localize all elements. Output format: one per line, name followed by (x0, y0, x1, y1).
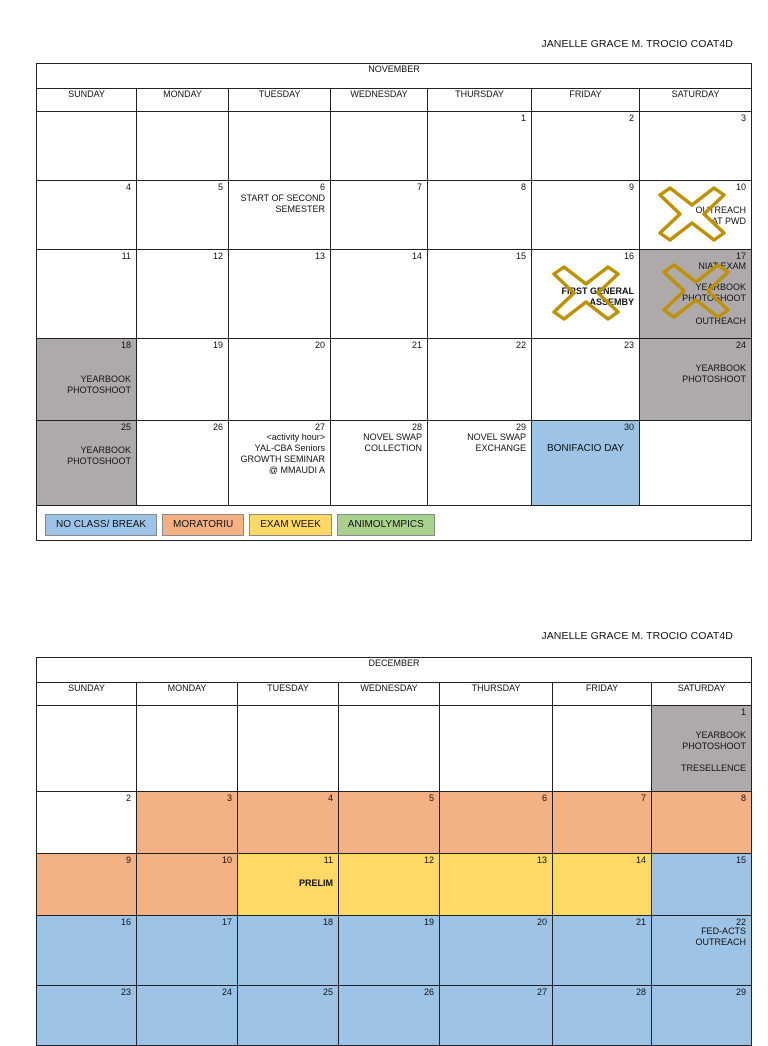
day-number: 11 (121, 251, 131, 261)
event-note (241, 432, 326, 476)
day-number: 12 (212, 251, 223, 261)
day-number: 23 (120, 987, 131, 997)
day-header: WEDNESDAY (339, 683, 440, 706)
calendar-cell (37, 854, 137, 916)
calendar-cell (339, 854, 440, 916)
event-note (682, 261, 746, 327)
event-note: PRELIM (298, 878, 333, 888)
calendar-cell (137, 916, 238, 986)
day-header: THURSDAY (440, 683, 553, 706)
day-number: 16 (120, 917, 131, 927)
calendar-cell (137, 792, 238, 854)
calendar-cell (229, 181, 331, 250)
day-header: MONDAY (137, 89, 229, 112)
day-header: MONDAY (137, 683, 238, 706)
day-header: FRIDAY (532, 89, 640, 112)
calendar-cell (532, 112, 640, 181)
calendar-cell (428, 339, 532, 421)
calendar-cell (553, 916, 652, 986)
event-line: YEARBOOK (695, 363, 747, 373)
calendar-cell (238, 792, 339, 854)
day-header: SUNDAY (37, 683, 137, 706)
calendar-cell (428, 250, 532, 339)
calendar-cell (238, 986, 339, 1046)
calendar-cell (339, 986, 440, 1046)
event-note (682, 363, 746, 385)
calendar-cell (339, 916, 440, 986)
day-number: 2 (628, 113, 634, 123)
calendar-cell (640, 421, 752, 506)
day-number: 27 (536, 987, 547, 997)
day-number: 12 (423, 855, 434, 865)
day-number: 22 (736, 917, 747, 927)
event-line: PHOTOSHOOT (682, 293, 747, 303)
calendar-cell (652, 706, 752, 792)
day-number: 20 (536, 917, 547, 927)
day-number: 26 (423, 987, 434, 997)
event-line: OUTREACH (695, 205, 747, 215)
event-line: EXCHANGE (475, 443, 526, 453)
calendar-cell (331, 181, 428, 250)
author-name: JANELLE GRACE M. TROCIO COAT4D (541, 38, 733, 50)
day-number: 14 (411, 251, 422, 261)
calendar-cell (640, 339, 752, 421)
event-line: START OF SECOND (240, 193, 325, 203)
day-header: THURSDAY (428, 89, 532, 112)
day-number: 22 (515, 340, 526, 350)
day-number: 15 (736, 855, 747, 865)
day-number: 16 (623, 251, 634, 261)
calendar-cell (137, 706, 238, 792)
day-number: 25 (322, 987, 333, 997)
event-line: NIAT EXAM (698, 261, 747, 271)
calendar-cell (440, 916, 553, 986)
event-line: NOVEL SWAP (467, 432, 526, 442)
calendar-cell (331, 421, 428, 506)
event-note-cancelled (696, 205, 747, 227)
calendar-cell (137, 421, 229, 506)
event-note (67, 445, 131, 467)
day-number: 19 (212, 340, 223, 350)
day-number: 28 (411, 422, 422, 432)
calendar-cell (229, 421, 331, 506)
calendar-cell (229, 250, 331, 339)
legend-item-animolympics: ANIMOLYMPICS (337, 514, 435, 536)
day-number: 27 (314, 422, 325, 432)
day-number: 26 (212, 422, 223, 432)
event-line: AT PWD (711, 216, 747, 226)
event-note: BONIFACIO DAY (546, 443, 625, 454)
day-number: 18 (322, 917, 333, 927)
day-number: 6 (319, 182, 325, 192)
event-line: YEARBOOK (695, 730, 747, 740)
calendar-cell (553, 854, 652, 916)
day-number: 10 (221, 855, 232, 865)
event-line: PHOTOSHOOT (67, 456, 131, 466)
event-line: YEARBOOK (80, 445, 131, 455)
event-line: SEMESTER (275, 204, 325, 214)
calendar-cell (428, 421, 532, 506)
day-number: 4 (125, 182, 131, 192)
day-number: 1 (520, 113, 526, 123)
calendar-cell (652, 986, 752, 1046)
day-number: 9 (125, 855, 131, 865)
calendar-cell (339, 792, 440, 854)
calendar-cell (37, 792, 137, 854)
calendar-cell (37, 421, 137, 506)
calendar-cell (37, 986, 137, 1046)
day-number: 21 (411, 340, 422, 350)
day-number: 5 (217, 182, 223, 192)
event-line: NOVEL SWAP (363, 432, 422, 442)
event-line: YAL-CBA Seniors (254, 443, 325, 453)
day-number: 30 (623, 422, 634, 432)
day-number: 17 (736, 251, 747, 261)
event-note (681, 730, 746, 774)
event-line: TRESELLENCE (681, 763, 747, 773)
event-line: OUTREACH (695, 316, 747, 326)
calendar-cell (532, 339, 640, 421)
calendar-cell (440, 854, 553, 916)
calendar-cell (137, 181, 229, 250)
day-header: WEDNESDAY (331, 89, 428, 112)
calendar-november (36, 63, 752, 541)
event-note (467, 432, 526, 454)
day-number: 11 (323, 855, 333, 865)
calendar-cell (331, 339, 428, 421)
day-header: FRIDAY (553, 683, 652, 706)
calendar-cell (137, 339, 229, 421)
calendar-cell (553, 706, 652, 792)
day-number: 6 (541, 793, 547, 803)
day-number: 3 (741, 113, 747, 123)
day-number: 2 (125, 793, 131, 803)
calendar-cell (37, 706, 137, 792)
day-number: 1 (741, 707, 747, 717)
day-number: 18 (120, 340, 131, 350)
calendar-cell (137, 250, 229, 339)
day-number: 19 (423, 917, 434, 927)
calendar-cell (440, 986, 553, 1046)
event-note (240, 193, 325, 215)
calendar-cell (137, 854, 238, 916)
day-number: 28 (635, 987, 646, 997)
day-number: 21 (635, 917, 646, 927)
calendar-cell (238, 854, 339, 916)
calendar-cell (440, 792, 553, 854)
calendar-cell (428, 181, 532, 250)
legend-item-moratorium: MORATORIU (162, 514, 244, 536)
calendar-cell (553, 986, 652, 1046)
day-number: 8 (741, 793, 747, 803)
calendar-cell (37, 339, 137, 421)
event-note (696, 926, 747, 948)
calendar-cell (652, 792, 752, 854)
calendar-cell (229, 339, 331, 421)
calendar-cell (229, 112, 331, 181)
day-number: 29 (736, 987, 747, 997)
calendar-cell (532, 250, 640, 339)
event-line: @ MMAUDI A (268, 465, 325, 475)
day-header: TUESDAY (229, 89, 331, 112)
day-number: 9 (628, 182, 634, 192)
calendar-cell (339, 706, 440, 792)
day-number: 7 (416, 182, 422, 192)
event-line: FIRST GENERAL (561, 286, 634, 296)
event-line: YEARBOOK (695, 282, 747, 292)
calendar-cell (652, 916, 752, 986)
event-note (67, 374, 131, 396)
event-line: COLLECTION (364, 443, 422, 453)
day-number: 15 (515, 251, 526, 261)
legend-item-exam-week: EXAM WEEK (249, 514, 332, 536)
day-header: SATURDAY (652, 683, 752, 706)
day-number: 20 (314, 340, 325, 350)
event-line: PHOTOSHOOT (682, 741, 747, 751)
calendar-cell (137, 986, 238, 1046)
day-number: 24 (221, 987, 232, 997)
event-line: ASSEMBY (589, 297, 634, 307)
calendar-cell (440, 706, 553, 792)
event-line: GROWTH SEMINAR (240, 454, 325, 464)
calendar-cell (331, 250, 428, 339)
calendar-cell (640, 181, 752, 250)
calendar-cell (331, 112, 428, 181)
day-number: 23 (623, 340, 634, 350)
day-number: 3 (226, 793, 232, 803)
event-line: PHOTOSHOOT (67, 385, 131, 395)
day-number: 13 (536, 855, 547, 865)
day-number: 8 (520, 182, 526, 192)
event-line: PHOTOSHOOT (682, 374, 747, 384)
event-note-cancelled (561, 286, 634, 308)
calendar-cell (37, 916, 137, 986)
calendar-cell (37, 112, 137, 181)
event-line: <activity hour> (266, 432, 325, 442)
day-number: 13 (314, 251, 325, 261)
legend (37, 506, 752, 541)
calendar-cell (137, 112, 229, 181)
day-header: TUESDAY (238, 683, 339, 706)
month-title: DECEMBER (37, 658, 752, 683)
day-number: 25 (120, 422, 131, 432)
calendar-cell (553, 792, 652, 854)
day-header: SUNDAY (37, 89, 137, 112)
day-header: SATURDAY (640, 89, 752, 112)
day-number: 7 (640, 793, 646, 803)
day-number: 24 (736, 340, 747, 350)
day-number: 10 (736, 182, 747, 192)
month-title: NOVEMBER (37, 64, 752, 89)
day-number: 29 (515, 422, 526, 432)
calendar-cell (37, 181, 137, 250)
calendar-cell (640, 250, 752, 339)
calendar-cell (37, 250, 137, 339)
calendar-cell (238, 916, 339, 986)
event-line: OUTREACH (695, 937, 747, 947)
calendar-cell (532, 181, 640, 250)
legend-item-no-class: NO CLASS/ BREAK (45, 514, 157, 536)
calendar-december (36, 657, 752, 1046)
day-number: 4 (327, 793, 333, 803)
day-number: 14 (635, 855, 646, 865)
author-name: JANELLE GRACE M. TROCIO COAT4D (541, 630, 733, 642)
calendar-cell (428, 112, 532, 181)
calendar-cell (532, 421, 640, 506)
event-line: YEARBOOK (80, 374, 131, 384)
calendar-cell (652, 854, 752, 916)
event-line: FED-ACTS (701, 926, 747, 936)
day-number: 5 (428, 793, 434, 803)
calendar-cell (238, 706, 339, 792)
day-number: 17 (221, 917, 232, 927)
calendar-cell (640, 112, 752, 181)
event-note (363, 432, 422, 454)
